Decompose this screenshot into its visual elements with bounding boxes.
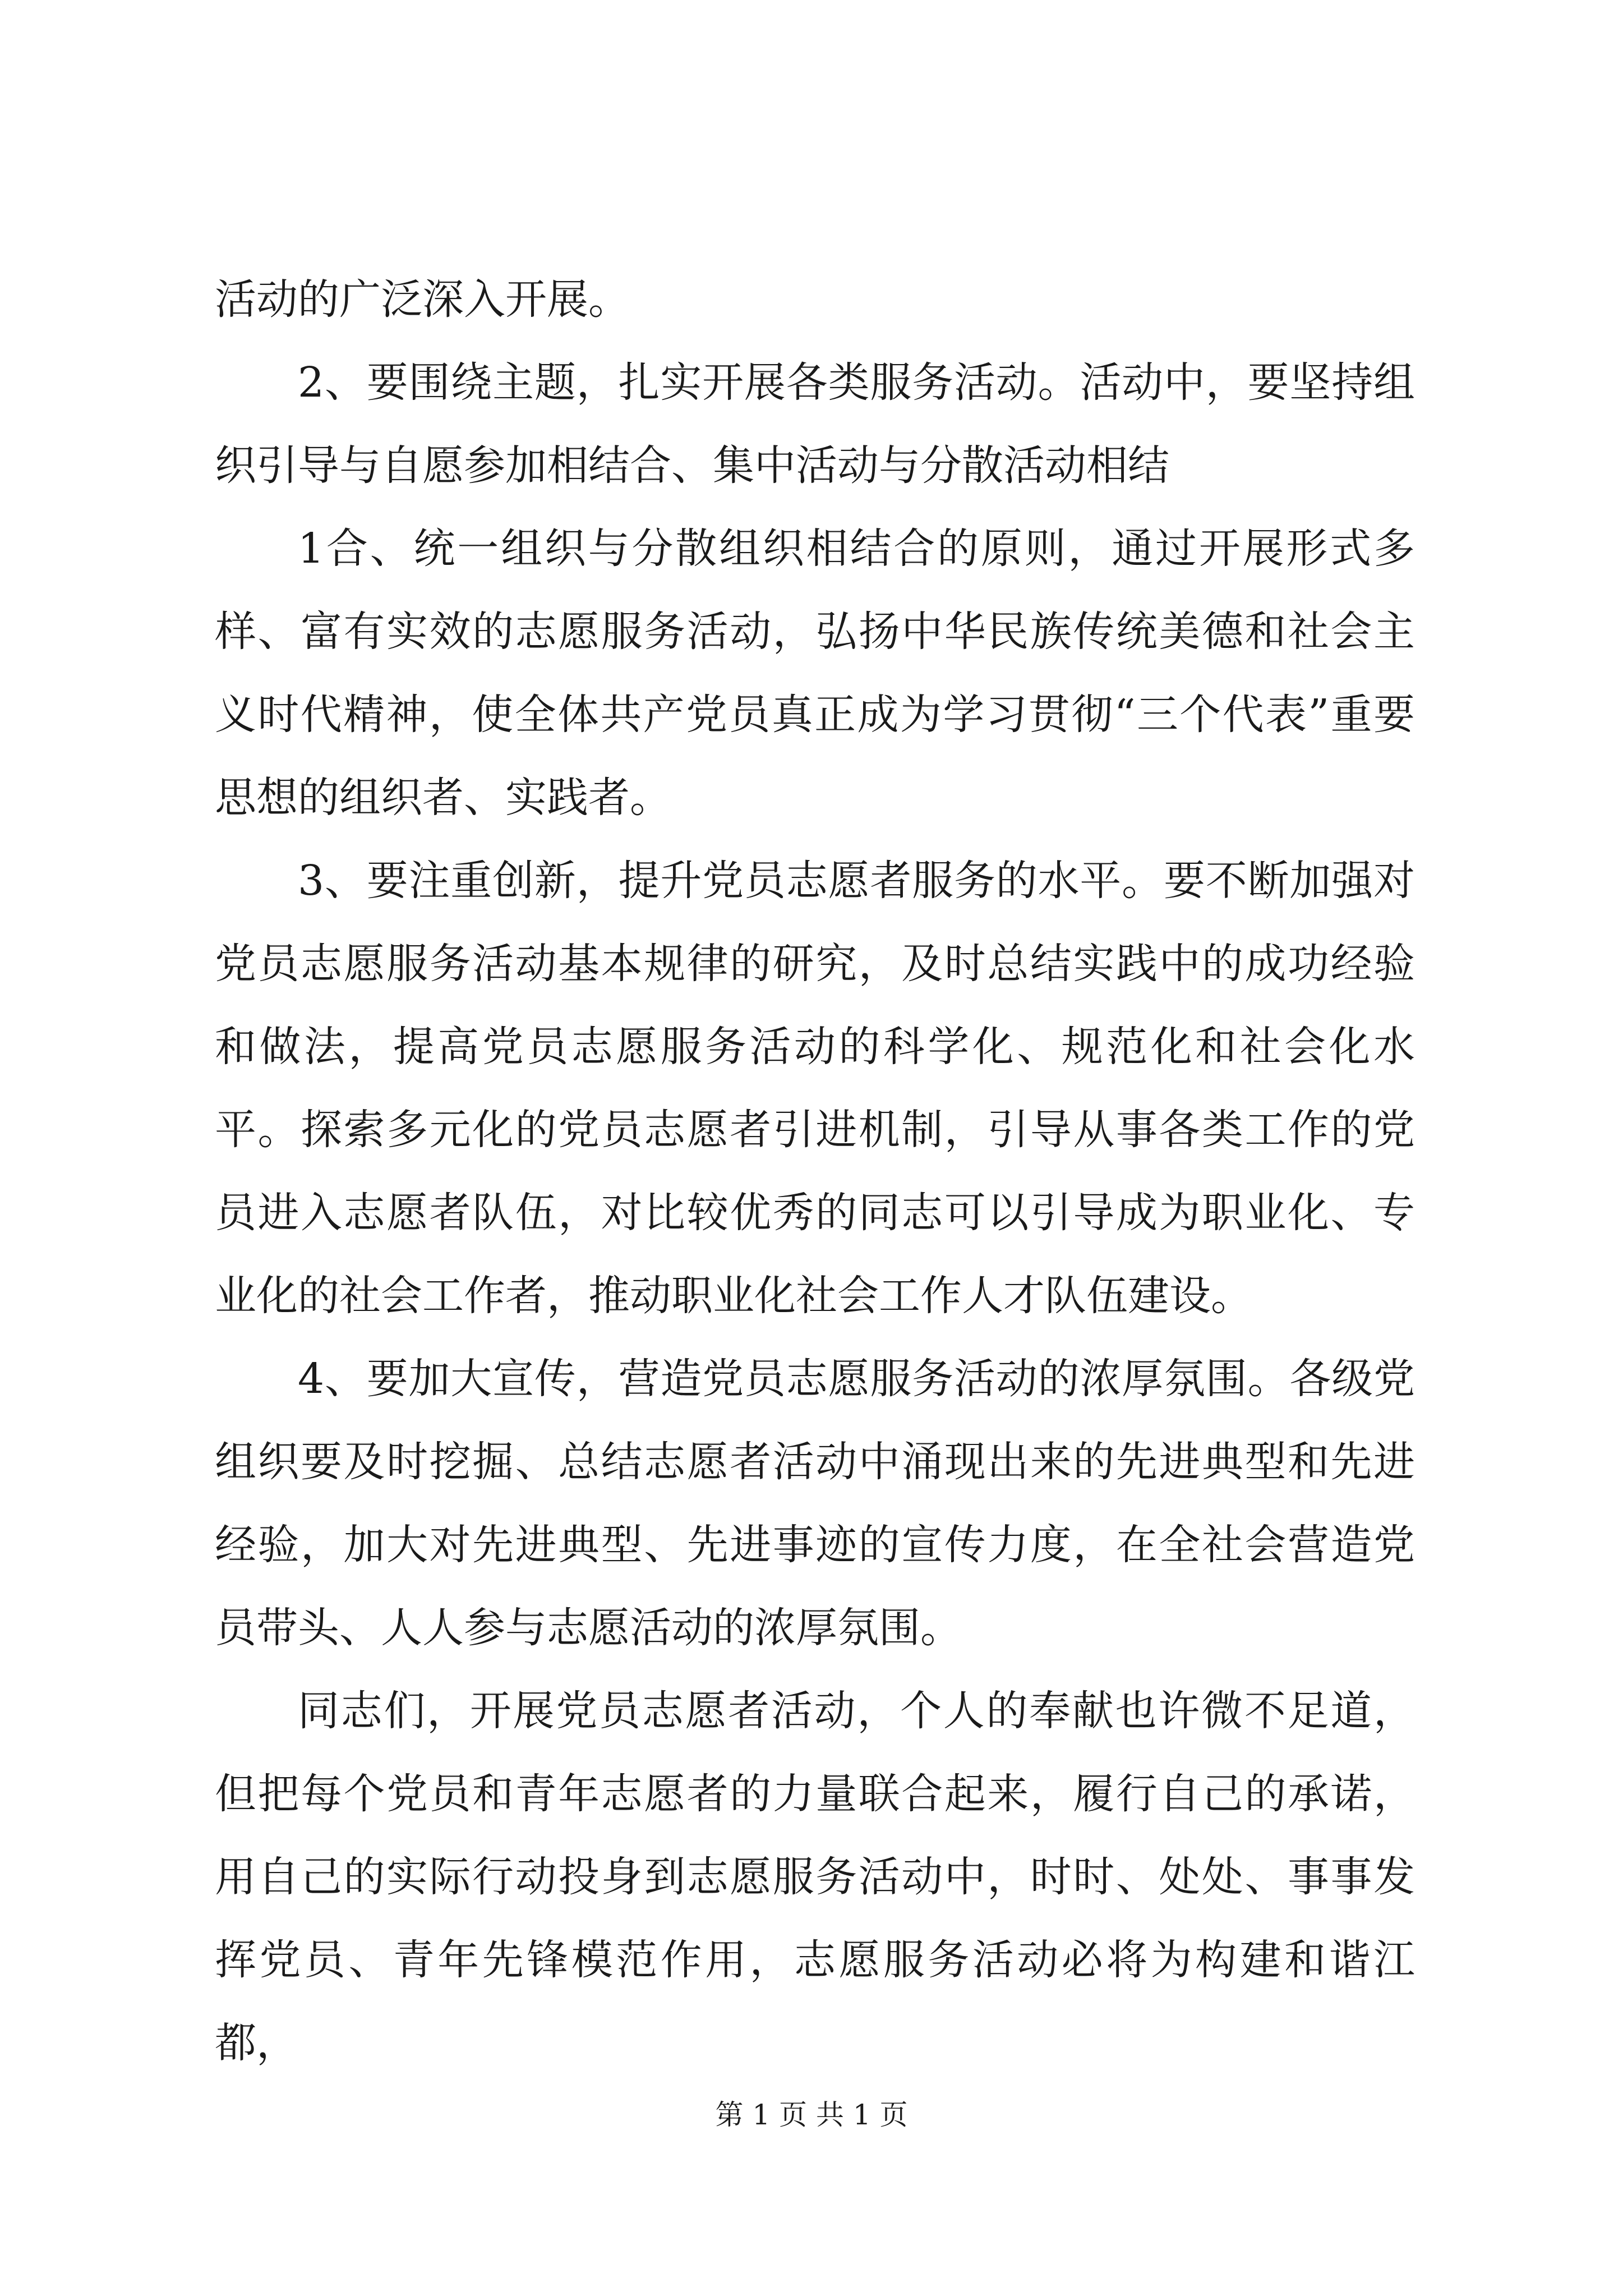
paragraph-continuation: 活动的广泛深入开展。 xyxy=(215,275,630,324)
page-number-label: 第 1 页 共 1 页 xyxy=(715,2099,908,2131)
page-footer xyxy=(0,2098,1623,2132)
paragraph-item-3: 3、要注重创新，提升党员志愿者服务的水平。要不断加强对党员志愿服务活动基本规律的研究，及时总结实践中的成功经验和做法，提高党员志愿服务活动的科学化、规范化和社会化水平。探索多元化的党员志愿者引进机制，引导从事各类工作的党员进入志愿者队伍，对比较优秀的同志可以引导成为职业化、专业化的社会工作者，推动职业化社会工作人才队伍建设。 xyxy=(215,857,1415,1320)
paragraph-item-2-continued: 1合、统一组织与分散组织相结合的原则，通过开展形式多样、富有实效的志愿服务活动，弘扬中华民族传统美德和社会主义时代精神，使全体共产党员真正成为学习贯彻“三个代表”重要思想的组织者、实践者。 xyxy=(215,524,1415,822)
paragraph-item-4: 4、要加大宣传，营造党员志愿服务活动的浓厚氛围。各级党组织要及时挖掘、总结志愿者活动中涌现出来的先进典型和先进经验，加大对先进典型、先进事迹的宣传力度，在全社会营造党员带头、人人参与志愿活动的浓厚氛围。 xyxy=(215,1355,1415,1652)
paragraph-item-2: 2、要围绕主题，扎实开展各类服务活动。活动中，要坚持组织引导与自愿参加相结合、集中活动与分散活动相结 xyxy=(215,358,1415,490)
paragraph-closing: 同志们，开展党员志愿者活动，个人的奉献也许微不足道，但把每个党员和青年志愿者的力量联合起来，履行自己的承诺，用自己的实际行动投身到志愿服务活动中，时时、处处、事事发挥党员、青年先锋模范作用，志愿服务活动必将为构建和谐江都， xyxy=(215,1687,1415,2067)
document-body xyxy=(215,258,1415,2085)
